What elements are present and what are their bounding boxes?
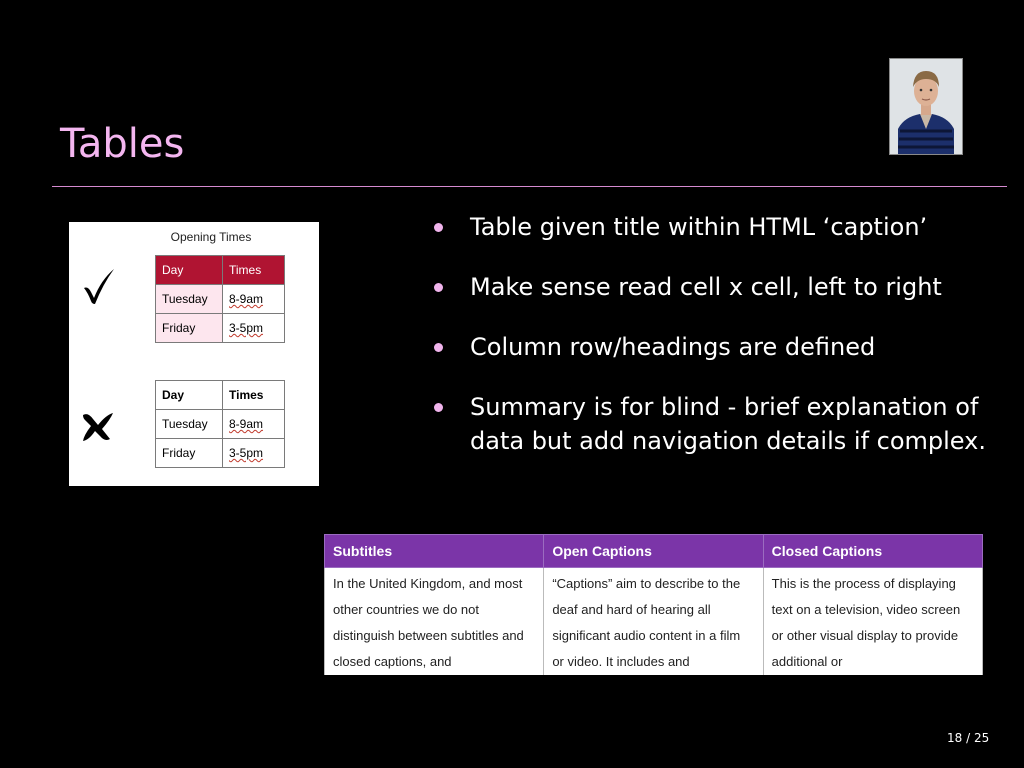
bad-cell-time: 8-9am xyxy=(223,410,285,439)
list-item xyxy=(432,390,992,458)
list-item xyxy=(432,210,992,244)
opening-times-figure xyxy=(69,222,319,486)
bullet-text: Make sense read cell x cell, left to right xyxy=(470,273,942,301)
table-row xyxy=(156,285,285,314)
list-item xyxy=(432,330,992,364)
captions-table-image xyxy=(324,534,983,669)
good-header-times: Times xyxy=(223,256,285,285)
table-row xyxy=(156,314,285,343)
table-row xyxy=(156,439,285,468)
title-divider xyxy=(52,186,1007,187)
good-example-table xyxy=(155,255,285,343)
good-cell-time: 3-5pm xyxy=(223,314,285,343)
bad-header-times: Times xyxy=(223,381,285,410)
table-row xyxy=(156,410,285,439)
table-row xyxy=(325,568,983,676)
bad-example-table xyxy=(155,380,285,468)
bullet-text: Table given title within HTML ‘caption’ xyxy=(470,213,928,241)
bullet-icon xyxy=(434,343,443,352)
bullet-icon xyxy=(434,403,443,412)
opening-times-caption: Opening Times xyxy=(170,230,252,244)
bad-cell-time: 3-5pm xyxy=(223,439,285,468)
header-open-captions: Open Captions xyxy=(544,535,763,568)
cell-subtitles: In the United Kingdom, and most other countries we do not distinguish between subtitles and closed captions, and xyxy=(325,568,544,676)
header-subtitles: Subtitles xyxy=(325,535,544,568)
bad-cell-day: Tuesday xyxy=(156,410,223,439)
good-cell-day: Tuesday xyxy=(156,285,223,314)
bullet-list xyxy=(432,210,992,484)
cell-closed-captions: This is the process of displaying text on a television, video screen or other visual display to provide additional or xyxy=(763,568,982,676)
captions-table xyxy=(324,534,983,675)
slide-title: Tables xyxy=(60,121,185,167)
good-header-day: Day xyxy=(156,256,223,285)
presenter-photo xyxy=(889,58,963,155)
bullet-text: Summary is for blind - brief explanation of data but add navigation details if complex. xyxy=(470,393,986,455)
page-number: 18 / 25 xyxy=(947,731,990,745)
header-closed-captions: Closed Captions xyxy=(763,535,982,568)
cell-open-captions: “Captions” aim to describe to the deaf and hard of hearing all significant audio content in a film or video. It includes and xyxy=(544,568,763,676)
bullet-icon xyxy=(434,223,443,232)
list-item xyxy=(432,270,992,304)
bad-cell-day: Friday xyxy=(156,439,223,468)
bullet-icon xyxy=(434,283,443,292)
cross-icon xyxy=(79,410,117,444)
checkmark-icon xyxy=(81,266,117,306)
good-cell-day: Friday xyxy=(156,314,223,343)
bad-header-day: Day xyxy=(156,381,223,410)
good-cell-time: 8-9am xyxy=(223,285,285,314)
bullet-text: Column row/headings are defined xyxy=(470,333,876,361)
